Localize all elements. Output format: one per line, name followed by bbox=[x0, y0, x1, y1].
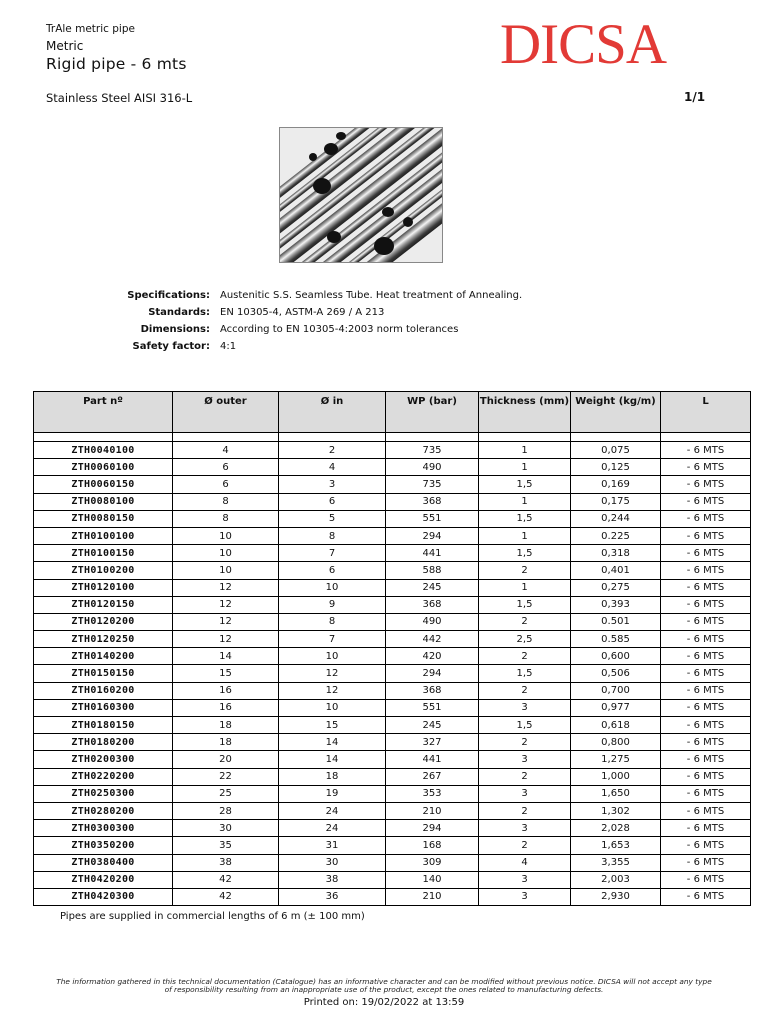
cell-outer-diameter: 4 bbox=[173, 442, 279, 459]
cell-inner-diameter: 12 bbox=[279, 682, 386, 699]
cell-weight: 0,977 bbox=[571, 699, 661, 716]
cell-weight: 2,028 bbox=[571, 820, 661, 837]
cell-weight: 0,169 bbox=[571, 476, 661, 493]
cell-thickness: 1,5 bbox=[479, 665, 571, 682]
disclaimer-line-2: of responsibility resulting from an inappropriate use of the product, except the ones related to manufacturing defects. bbox=[164, 985, 604, 995]
table-row bbox=[34, 751, 751, 768]
cell-outer-diameter: 35 bbox=[173, 837, 279, 854]
table-row bbox=[34, 596, 751, 613]
cell-thickness: 2 bbox=[479, 648, 571, 665]
cell-outer-diameter: 22 bbox=[173, 768, 279, 785]
cell-length: - 6 MTS bbox=[661, 785, 751, 802]
cell-outer-diameter: 38 bbox=[173, 854, 279, 871]
cell-thickness: 3 bbox=[479, 888, 571, 905]
table-row bbox=[34, 459, 751, 476]
column-header-inner-diameter: Ø in bbox=[279, 392, 386, 433]
cell-weight: 0,618 bbox=[571, 717, 661, 734]
cell-working-pressure: 551 bbox=[386, 510, 479, 527]
cell-inner-diameter: 7 bbox=[279, 545, 386, 562]
cell-working-pressure: 140 bbox=[386, 871, 479, 888]
cell-inner-diameter: 10 bbox=[279, 579, 386, 596]
cell-working-pressure: 294 bbox=[386, 665, 479, 682]
cell-length: - 6 MTS bbox=[661, 476, 751, 493]
cell-length: - 6 MTS bbox=[661, 854, 751, 871]
cell-inner-diameter: 36 bbox=[279, 888, 386, 905]
cell-inner-diameter: 31 bbox=[279, 837, 386, 854]
cell-working-pressure: 490 bbox=[386, 459, 479, 476]
cell-outer-diameter: 18 bbox=[173, 734, 279, 751]
cell-weight: 1,653 bbox=[571, 837, 661, 854]
cell-outer-diameter: 28 bbox=[173, 802, 279, 819]
cell-weight: 0,075 bbox=[571, 442, 661, 459]
cell-length: - 6 MTS bbox=[661, 768, 751, 785]
cell-part-number: ZTH0060150 bbox=[34, 476, 173, 493]
cell-length: - 6 MTS bbox=[661, 751, 751, 768]
cell-outer-diameter: 6 bbox=[173, 476, 279, 493]
cell-inner-diameter: 12 bbox=[279, 665, 386, 682]
cell-length: - 6 MTS bbox=[661, 442, 751, 459]
cell-thickness: 2 bbox=[479, 613, 571, 630]
cell-length: - 6 MTS bbox=[661, 493, 751, 510]
table-row bbox=[34, 527, 751, 544]
table-row bbox=[34, 785, 751, 802]
column-header-part-number: Part nº bbox=[34, 392, 173, 433]
cell-outer-diameter: 8 bbox=[173, 510, 279, 527]
cell-outer-diameter: 15 bbox=[173, 665, 279, 682]
cell-inner-diameter: 8 bbox=[279, 613, 386, 630]
cell-part-number: ZTH0120100 bbox=[34, 579, 173, 596]
cell-working-pressure: 735 bbox=[386, 442, 479, 459]
table-row bbox=[34, 699, 751, 716]
cell-thickness: 2 bbox=[479, 562, 571, 579]
cell-length: - 6 MTS bbox=[661, 682, 751, 699]
table-row bbox=[34, 802, 751, 819]
cell-length: - 6 MTS bbox=[661, 613, 751, 630]
cell-thickness: 1 bbox=[479, 442, 571, 459]
spec-label-dimensions: Dimensions: bbox=[140, 324, 210, 335]
cell-inner-diameter: 10 bbox=[279, 648, 386, 665]
cell-thickness: 1 bbox=[479, 527, 571, 544]
cell-working-pressure: 588 bbox=[386, 562, 479, 579]
table-row bbox=[34, 871, 751, 888]
cell-working-pressure: 210 bbox=[386, 802, 479, 819]
cell-working-pressure: 294 bbox=[386, 527, 479, 544]
disclaimer bbox=[28, 978, 740, 995]
cell-working-pressure: 442 bbox=[386, 631, 479, 648]
cell-part-number: ZTH0200300 bbox=[34, 751, 173, 768]
cell-part-number: ZTH0100200 bbox=[34, 562, 173, 579]
table-row bbox=[34, 648, 751, 665]
cell-inner-diameter: 6 bbox=[279, 493, 386, 510]
cell-working-pressure: 294 bbox=[386, 820, 479, 837]
table-row bbox=[34, 562, 751, 579]
cell-part-number: ZTH0080150 bbox=[34, 510, 173, 527]
cell-weight: 0,175 bbox=[571, 493, 661, 510]
cell-length: - 6 MTS bbox=[661, 699, 751, 716]
spec-value-dimensions: According to EN 10305-4:2003 norm tolerances bbox=[220, 324, 459, 335]
cell-outer-diameter: 10 bbox=[173, 562, 279, 579]
cell-weight: 0,700 bbox=[571, 682, 661, 699]
cell-thickness: 1 bbox=[479, 459, 571, 476]
cell-weight: 0,401 bbox=[571, 562, 661, 579]
table-row bbox=[34, 631, 751, 648]
parts-table bbox=[33, 391, 751, 906]
cell-weight: 2,930 bbox=[571, 888, 661, 905]
cell-length: - 6 MTS bbox=[661, 717, 751, 734]
cell-length: - 6 MTS bbox=[661, 527, 751, 544]
cell-weight: 1,302 bbox=[571, 802, 661, 819]
cell-working-pressure: 353 bbox=[386, 785, 479, 802]
cell-part-number: ZTH0180200 bbox=[34, 734, 173, 751]
cell-part-number: ZTH0040100 bbox=[34, 442, 173, 459]
document-category: TrAle metric pipe bbox=[46, 23, 135, 35]
cell-weight: 1,275 bbox=[571, 751, 661, 768]
cell-outer-diameter: 20 bbox=[173, 751, 279, 768]
page-title: Rigid pipe - 6 mts bbox=[46, 55, 187, 73]
table-spacer-row bbox=[34, 433, 751, 442]
cell-part-number: ZTH0100150 bbox=[34, 545, 173, 562]
cell-inner-diameter: 14 bbox=[279, 734, 386, 751]
page-number: 1/1 bbox=[684, 90, 706, 104]
cell-thickness: 3 bbox=[479, 871, 571, 888]
cell-outer-diameter: 10 bbox=[173, 527, 279, 544]
cell-weight: 0.585 bbox=[571, 631, 661, 648]
table-row bbox=[34, 682, 751, 699]
cell-thickness: 1,5 bbox=[479, 476, 571, 493]
cell-working-pressure: 168 bbox=[386, 837, 479, 854]
cell-length: - 6 MTS bbox=[661, 562, 751, 579]
cell-weight: 3,355 bbox=[571, 854, 661, 871]
cell-working-pressure: 368 bbox=[386, 596, 479, 613]
cell-thickness: 1,5 bbox=[479, 717, 571, 734]
cell-part-number: ZTH0060100 bbox=[34, 459, 173, 476]
spec-label-standards: Standards: bbox=[148, 307, 210, 318]
cell-part-number: ZTH0300300 bbox=[34, 820, 173, 837]
cell-part-number: ZTH0380400 bbox=[34, 854, 173, 871]
table-row bbox=[34, 837, 751, 854]
column-header-weight: Weight (kg/m) bbox=[571, 392, 661, 433]
cell-length: - 6 MTS bbox=[661, 837, 751, 854]
cell-length: - 6 MTS bbox=[661, 734, 751, 751]
cell-outer-diameter: 10 bbox=[173, 545, 279, 562]
table-row bbox=[34, 665, 751, 682]
cell-weight: 0,393 bbox=[571, 596, 661, 613]
cell-working-pressure: 441 bbox=[386, 545, 479, 562]
cell-inner-diameter: 5 bbox=[279, 510, 386, 527]
table-row bbox=[34, 854, 751, 871]
cell-thickness: 2 bbox=[479, 837, 571, 854]
cell-working-pressure: 551 bbox=[386, 699, 479, 716]
cell-inner-diameter: 30 bbox=[279, 854, 386, 871]
table-row bbox=[34, 545, 751, 562]
cell-inner-diameter: 7 bbox=[279, 631, 386, 648]
cell-working-pressure: 267 bbox=[386, 768, 479, 785]
cell-length: - 6 MTS bbox=[661, 665, 751, 682]
cell-part-number: ZTH0120250 bbox=[34, 631, 173, 648]
table-header-row bbox=[34, 392, 751, 433]
table-row bbox=[34, 442, 751, 459]
table-row bbox=[34, 493, 751, 510]
cell-part-number: ZTH0160300 bbox=[34, 699, 173, 716]
cell-inner-diameter: 4 bbox=[279, 459, 386, 476]
table-row bbox=[34, 820, 751, 837]
cell-working-pressure: 735 bbox=[386, 476, 479, 493]
cell-outer-diameter: 25 bbox=[173, 785, 279, 802]
cell-working-pressure: 210 bbox=[386, 888, 479, 905]
cell-weight: 0.225 bbox=[571, 527, 661, 544]
cell-length: - 6 MTS bbox=[661, 545, 751, 562]
table-row bbox=[34, 476, 751, 493]
cell-working-pressure: 245 bbox=[386, 579, 479, 596]
cell-inner-diameter: 14 bbox=[279, 751, 386, 768]
material-label: Stainless Steel AISI 316-L bbox=[46, 91, 193, 105]
cell-length: - 6 MTS bbox=[661, 820, 751, 837]
cell-part-number: ZTH0120200 bbox=[34, 613, 173, 630]
cell-part-number: ZTH0080100 bbox=[34, 493, 173, 510]
cell-inner-diameter: 15 bbox=[279, 717, 386, 734]
cell-outer-diameter: 42 bbox=[173, 888, 279, 905]
cell-thickness: 3 bbox=[479, 785, 571, 802]
spec-value-safety-factor: 4:1 bbox=[220, 341, 237, 352]
cell-working-pressure: 327 bbox=[386, 734, 479, 751]
cell-inner-diameter: 38 bbox=[279, 871, 386, 888]
cell-part-number: ZTH0100100 bbox=[34, 527, 173, 544]
spec-label-specifications: Specifications: bbox=[127, 290, 210, 301]
cell-length: - 6 MTS bbox=[661, 510, 751, 527]
cell-thickness: 3 bbox=[479, 751, 571, 768]
cell-thickness: 2 bbox=[479, 768, 571, 785]
cell-length: - 6 MTS bbox=[661, 871, 751, 888]
cell-outer-diameter: 16 bbox=[173, 699, 279, 716]
cell-length: - 6 MTS bbox=[661, 459, 751, 476]
cell-working-pressure: 490 bbox=[386, 613, 479, 630]
cell-weight: 0,275 bbox=[571, 579, 661, 596]
brand-logo bbox=[500, 15, 725, 75]
cell-part-number: ZTH0250300 bbox=[34, 785, 173, 802]
table-row bbox=[34, 613, 751, 630]
cell-thickness: 3 bbox=[479, 820, 571, 837]
cell-inner-diameter: 18 bbox=[279, 768, 386, 785]
cell-weight: 0,125 bbox=[571, 459, 661, 476]
cell-outer-diameter: 30 bbox=[173, 820, 279, 837]
cell-working-pressure: 441 bbox=[386, 751, 479, 768]
cell-inner-diameter: 19 bbox=[279, 785, 386, 802]
cell-thickness: 2 bbox=[479, 682, 571, 699]
cell-weight: 0,600 bbox=[571, 648, 661, 665]
cell-weight: 2,003 bbox=[571, 871, 661, 888]
cell-outer-diameter: 12 bbox=[173, 613, 279, 630]
cell-part-number: ZTH0220200 bbox=[34, 768, 173, 785]
cell-working-pressure: 368 bbox=[386, 682, 479, 699]
cell-length: - 6 MTS bbox=[661, 802, 751, 819]
cell-thickness: 2,5 bbox=[479, 631, 571, 648]
cell-length: - 6 MTS bbox=[661, 648, 751, 665]
steel-tubes-illustration bbox=[280, 128, 443, 263]
cell-length: - 6 MTS bbox=[661, 888, 751, 905]
cell-inner-diameter: 9 bbox=[279, 596, 386, 613]
column-header-length: L bbox=[661, 392, 751, 433]
disclaimer-line-1: The information gathered in this technical documentation (Catalogue) has an informative character and can be modified without previous notice. DICSA will not accept any type bbox=[56, 977, 712, 986]
brand-logo-text: DICSA bbox=[500, 13, 667, 76]
column-header-outer-diameter: Ø outer bbox=[173, 392, 279, 433]
cell-part-number: ZTH0150150 bbox=[34, 665, 173, 682]
cell-working-pressure: 309 bbox=[386, 854, 479, 871]
cell-outer-diameter: 8 bbox=[173, 493, 279, 510]
cell-outer-diameter: 18 bbox=[173, 717, 279, 734]
column-header-working-pressure: WP (bar) bbox=[386, 392, 479, 433]
cell-thickness: 1 bbox=[479, 579, 571, 596]
cell-weight: 0,506 bbox=[571, 665, 661, 682]
cell-part-number: ZTH0120150 bbox=[34, 596, 173, 613]
cell-length: - 6 MTS bbox=[661, 596, 751, 613]
cell-thickness: 1 bbox=[479, 493, 571, 510]
cell-weight: 0,244 bbox=[571, 510, 661, 527]
spec-label-safety-factor: Safety factor: bbox=[132, 341, 210, 352]
table-row bbox=[34, 734, 751, 751]
parts-table-body bbox=[34, 433, 751, 906]
cell-part-number: ZTH0420300 bbox=[34, 888, 173, 905]
cell-thickness: 2 bbox=[479, 802, 571, 819]
cell-thickness: 1,5 bbox=[479, 510, 571, 527]
cell-weight: 0.501 bbox=[571, 613, 661, 630]
cell-weight: 1,000 bbox=[571, 768, 661, 785]
column-header-thickness: Thickness (mm) bbox=[479, 392, 571, 433]
table-row bbox=[34, 510, 751, 527]
cell-part-number: ZTH0420200 bbox=[34, 871, 173, 888]
cell-inner-diameter: 2 bbox=[279, 442, 386, 459]
cell-part-number: ZTH0180150 bbox=[34, 717, 173, 734]
cell-thickness: 2 bbox=[479, 734, 571, 751]
cell-working-pressure: 368 bbox=[386, 493, 479, 510]
cell-length: - 6 MTS bbox=[661, 579, 751, 596]
supply-note: Pipes are supplied in commercial lengths of 6 m (± 100 mm) bbox=[60, 911, 365, 922]
cell-part-number: ZTH0140200 bbox=[34, 648, 173, 665]
spec-value-specifications: Austenitic S.S. Seamless Tube. Heat treatment of Annealing. bbox=[220, 290, 523, 301]
spec-value-standards: EN 10305-4, ASTM-A 269 / A 213 bbox=[220, 307, 385, 318]
document-subcategory: Metric bbox=[46, 39, 84, 53]
cell-outer-diameter: 12 bbox=[173, 579, 279, 596]
cell-outer-diameter: 12 bbox=[173, 631, 279, 648]
cell-outer-diameter: 14 bbox=[173, 648, 279, 665]
cell-inner-diameter: 24 bbox=[279, 820, 386, 837]
cell-outer-diameter: 12 bbox=[173, 596, 279, 613]
cell-inner-diameter: 8 bbox=[279, 527, 386, 544]
cell-outer-diameter: 42 bbox=[173, 871, 279, 888]
cell-inner-diameter: 10 bbox=[279, 699, 386, 716]
cell-length: - 6 MTS bbox=[661, 631, 751, 648]
cell-weight: 1,650 bbox=[571, 785, 661, 802]
product-photo bbox=[279, 127, 443, 263]
cell-thickness: 1,5 bbox=[479, 596, 571, 613]
cell-weight: 0,800 bbox=[571, 734, 661, 751]
table-row bbox=[34, 717, 751, 734]
cell-part-number: ZTH0280200 bbox=[34, 802, 173, 819]
table-row bbox=[34, 888, 751, 905]
cell-inner-diameter: 24 bbox=[279, 802, 386, 819]
cell-inner-diameter: 3 bbox=[279, 476, 386, 493]
table-row bbox=[34, 768, 751, 785]
cell-thickness: 4 bbox=[479, 854, 571, 871]
cell-outer-diameter: 16 bbox=[173, 682, 279, 699]
cell-working-pressure: 245 bbox=[386, 717, 479, 734]
cell-thickness: 3 bbox=[479, 699, 571, 716]
cell-weight: 0,318 bbox=[571, 545, 661, 562]
printed-timestamp: Printed on: 19/02/2022 at 13:59 bbox=[303, 997, 465, 1008]
cell-outer-diameter: 6 bbox=[173, 459, 279, 476]
cell-part-number: ZTH0160200 bbox=[34, 682, 173, 699]
table-row bbox=[34, 579, 751, 596]
cell-working-pressure: 420 bbox=[386, 648, 479, 665]
cell-thickness: 1,5 bbox=[479, 545, 571, 562]
cell-part-number: ZTH0350200 bbox=[34, 837, 173, 854]
cell-inner-diameter: 6 bbox=[279, 562, 386, 579]
